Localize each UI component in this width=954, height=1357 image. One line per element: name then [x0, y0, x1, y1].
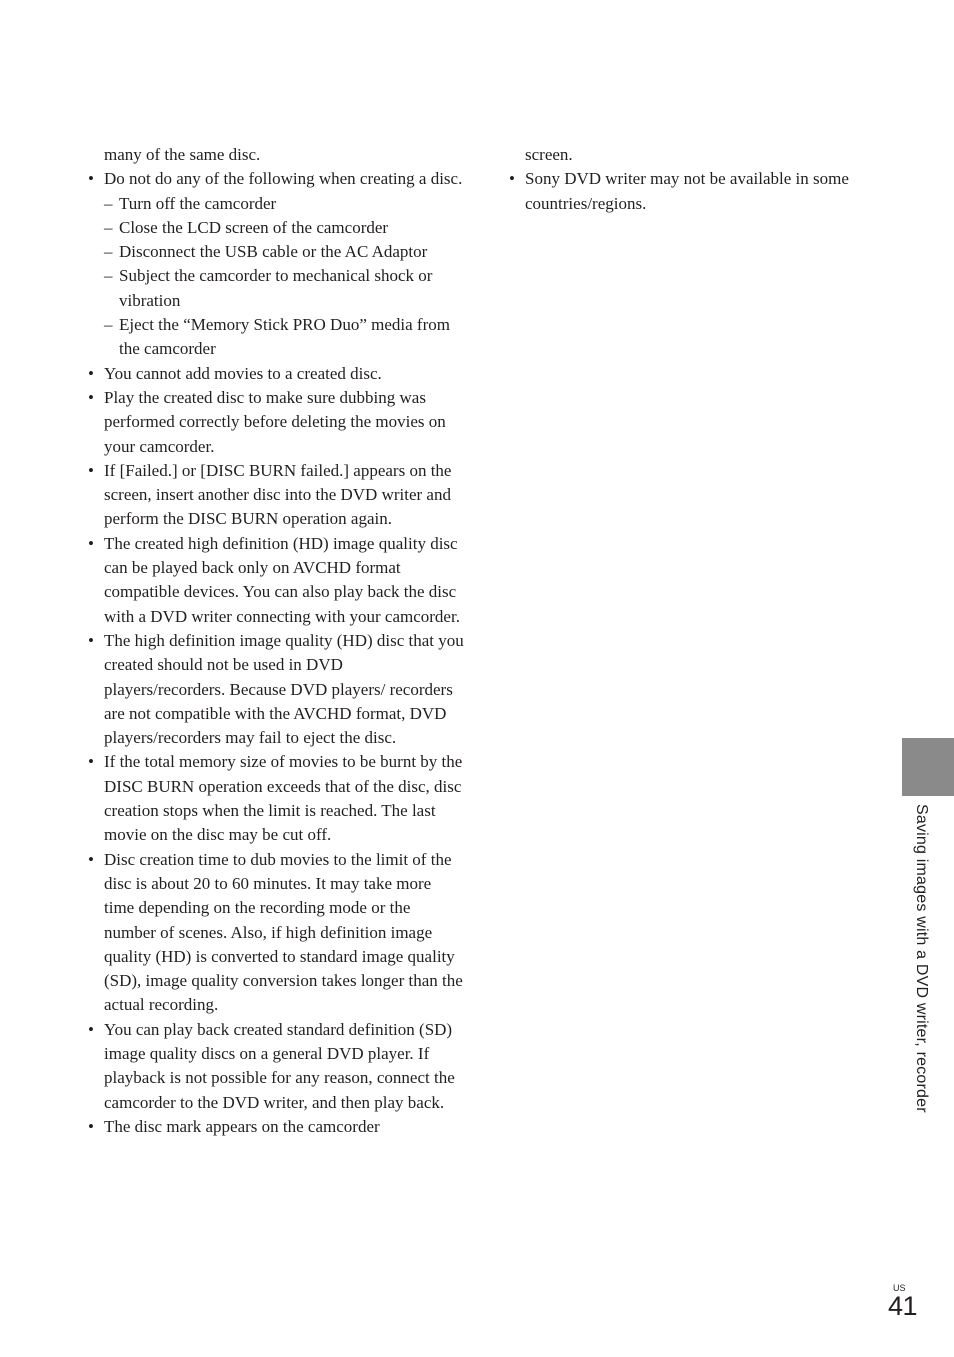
list-item [509, 167, 885, 216]
sub-item [88, 240, 464, 264]
bullet-icon: • [88, 169, 94, 189]
list-item-text: If the total memory size of movies to be burnt by the DISC BURN operation exceeds that of the disc, disc creation stops when the limit is reached. The last movie on the disc may be cut off. [104, 752, 463, 845]
dash-icon: – [104, 266, 113, 286]
dash-icon: – [104, 242, 113, 262]
list-item-text: The disc mark appears on the camcorder [104, 1116, 380, 1136]
list-item [88, 848, 464, 1018]
list-item [88, 750, 464, 847]
list-item [88, 167, 464, 191]
bullet-icon: • [88, 1116, 94, 1136]
bullet-icon: • [88, 630, 94, 650]
bullet-icon: • [88, 752, 94, 772]
page-number: 41 [888, 1291, 918, 1321]
bullet-icon: • [88, 1019, 94, 1039]
continuation-text: screen. [525, 145, 573, 164]
list-item-text: Play the created disc to make sure dubbing was performed correctly before deleting the movies on your camcorder. [104, 387, 446, 456]
list-item-text: You cannot add movies to a created disc. [104, 363, 382, 383]
list-item-text: Sony DVD writer may not be available in some countries/regions. [525, 169, 849, 213]
dash-icon: – [104, 315, 113, 335]
bullet-icon: • [509, 169, 515, 189]
page-region-code: US [893, 1283, 906, 1293]
list-item [88, 386, 464, 459]
bullet-icon: • [88, 387, 94, 407]
sub-item-text: Eject the “Memory Stick PRO Duo” media from the camcorder [119, 315, 450, 359]
sub-item [88, 313, 464, 362]
list-item-text: The high definition image quality (HD) disc that you created should not be used in DVD players/recorders. Because DVD players/ recorders are not compatible with the AVCHD format, DVD players/recorders may fail to eject the disc. [104, 630, 464, 748]
sub-item-text: Subject the camcorder to mechanical shock or vibration [119, 266, 433, 310]
sub-item [88, 192, 464, 216]
bullet-icon: • [88, 363, 94, 383]
list-item [88, 629, 464, 750]
sub-item-text: Close the LCD screen of the camcorder [119, 217, 389, 237]
dash-icon: – [104, 193, 113, 213]
list-item-text: The created high definition (HD) image quality disc can be played back only on AVCHD format compatible devices. You can also play back the disc with a DVD writer connecting with your camcorder. [104, 533, 460, 626]
list-item [88, 459, 464, 532]
bullet-icon: • [88, 849, 94, 869]
list-item-text: Disc creation time to dub movies to the limit of the disc is about 20 to 60 minutes. It may take more time depending on the recording mode or the number of scenes. Also, if high definition image quality (HD) is converted to standard image quality (SD), image quality conversion takes longer than the actual recording. [104, 849, 463, 1015]
dash-icon: – [104, 217, 113, 237]
section-tab-marker [902, 738, 954, 796]
left-column [88, 143, 464, 1139]
list-item-text: If [Failed.] or [DISC BURN failed.] appears on the screen, insert another disc into the DVD writer and perform the DISC BURN operation again. [104, 460, 452, 529]
sub-item-text: Turn off the camcorder [119, 193, 277, 213]
right-column [509, 143, 885, 216]
sub-item [88, 264, 464, 313]
bullet-icon: • [88, 460, 94, 480]
bullet-icon: • [88, 533, 94, 553]
list-item [88, 1018, 464, 1115]
continuation-text: many of the same disc. [104, 145, 261, 164]
sub-item-text: Disconnect the USB cable or the AC Adaptor [119, 242, 428, 262]
section-tab-label: Saving images with a DVD writer, recorder [913, 804, 930, 1113]
list-item [88, 362, 464, 386]
list-item-text: Do not do any of the following when creating a disc. [104, 169, 463, 189]
list-item [88, 532, 464, 629]
list-item-text: You can play back created standard definition (SD) image quality discs on a general DVD player. If playback is not possible for any reason, connect the camcorder to the DVD writer, and then play back. [104, 1019, 455, 1112]
list-item [88, 1115, 464, 1139]
sub-item [88, 216, 464, 240]
